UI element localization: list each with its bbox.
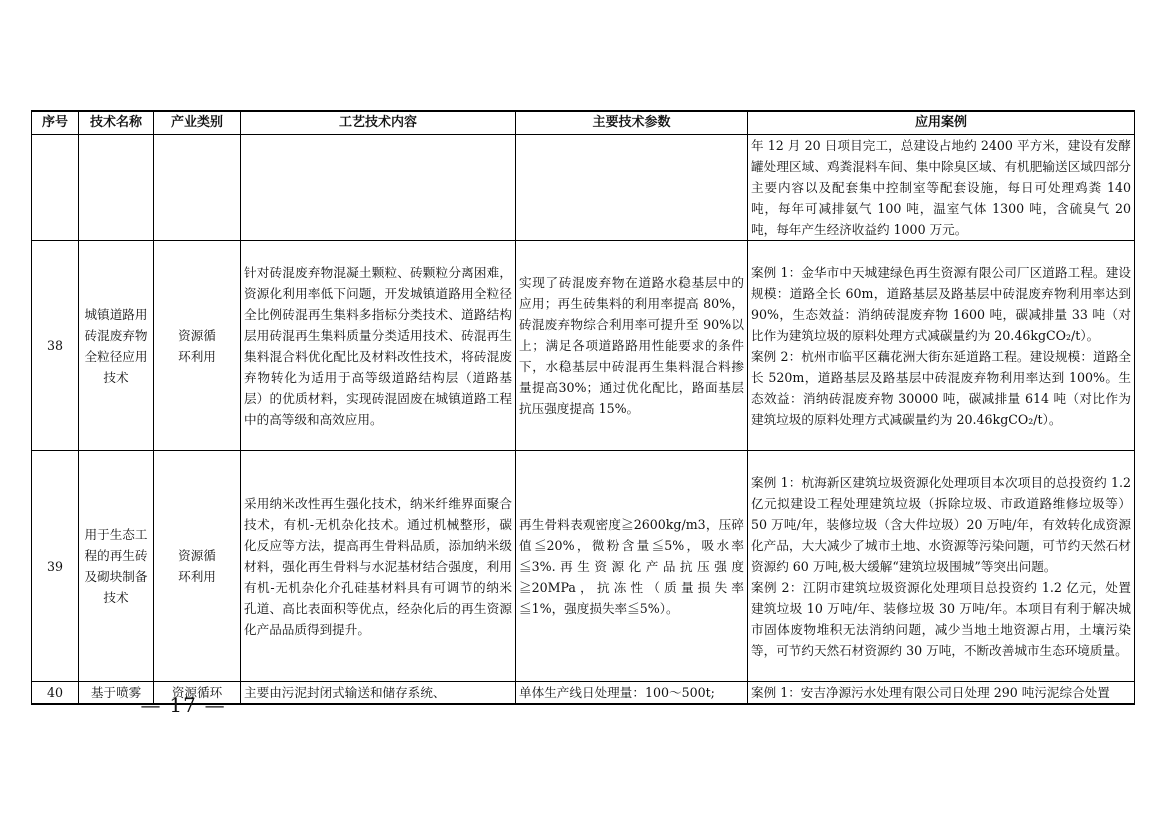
cell-name: [79, 135, 154, 241]
cell-params: 再生骨料表观密度≧2600kg/m3，压碎值≦20%，微粉含量≦5%，吸水率≦3%.再生资源化产品抗压强度≧20MPa，抗冻性（质量损失率≦1%，强度损失率≦5%）。: [516, 451, 748, 682]
cell-cases: 案例 1：安吉净源污水处理有限公司日处理 290 吨污泥综合处置: [748, 682, 1135, 705]
technology-table: [31, 110, 1135, 705]
case-1: 案例 1：杭海新区建筑垃圾资源化处理项目本次项目的总投资约 1.2 亿元拟建设工程处理建筑垃圾（拆除垃圾、市政道路维修垃圾等）50 万吨/年，装修垃圾（含大件垃圾）20 万吨/年，有效转化成资源化产品，大大减少了城市土地、水资源等污染问题，可节约天然石材资源约 60 万吨,极大缓解“建筑垃圾围城”等突出问题。: [751, 474, 1131, 574]
table-row-38: [32, 241, 1135, 451]
table-row-continuation: [32, 135, 1135, 241]
cell-no: [32, 135, 79, 241]
cell-params: [516, 135, 748, 241]
cell-no: 40: [32, 682, 79, 705]
cell-category: 资源循环: [154, 682, 241, 705]
header-category: 产业类别: [154, 111, 241, 135]
cell-category: [154, 135, 241, 241]
cell-name: 基于喷雾: [79, 682, 154, 705]
header-tech-name: 技术名称: [79, 111, 154, 135]
page-number: 17: [169, 693, 197, 717]
table-row-39: [32, 451, 1135, 682]
case-2: 案例 2：杭州市临平区藕花洲大街东延道路工程。建设规模：道路全长 520m，道路基层及路基层中砖混废弃物利用率达到 100%。生态效益：消纳砖混废弃物 30000 吨，碳减排量 614 吨（对比作为建筑垃圾的原料处理方式减碳量约为 20.46kgCO₂/t）。: [751, 348, 1131, 427]
cell-process: 主要由污泥封闭式输送和储存系统、: [241, 682, 516, 705]
header-process: 工艺技术内容: [241, 111, 516, 135]
cell-category: 资源循环利用: [154, 451, 241, 682]
cell-process: 采用纳米改性再生强化技术，纳米纤维界面聚合技术，有机-无机杂化技术。通过机械整形，碳化反应等方法，提高再生骨料品质，添加纳米级材料，强化再生骨料与水泥基材结合强度，利用有机-无机杂化介孔硅基材料具有可调节的纳米孔道、高比表面积等优点，经杂化后的再生资源化产品品质得到提升。: [241, 451, 516, 682]
header-no: 序号: [32, 111, 79, 135]
cell-case: 年 12 月 20 日项目完工，总建设占地约 2400 平方米，建设有发酵罐处理区域、鸡粪混料车间、集中除臭区域、有机肥输送区域四部分主要内容以及配套集中控制室等配套设施，每日可处理鸡粪 140 吨，每年可减排氨气 100 吨，温室气体 1300 吨，含硫臭气 20 吨，每年产生经济收益约 1000 万元。: [748, 135, 1135, 241]
header-params: 主要技术参数: [516, 111, 748, 135]
header-cases: 应用案例: [748, 111, 1135, 135]
cell-cases: [748, 241, 1135, 451]
page-footer: [140, 693, 226, 717]
table-header-row: [32, 111, 1135, 135]
cell-cases: [748, 451, 1135, 682]
cell-name: 用于生态工程的再生砖及砌块制备技术: [79, 451, 154, 682]
cell-name: 城镇道路用砖混废弃物全粒径应用技术: [79, 241, 154, 451]
cell-params: 单体生产线日处理量：100～500t;: [516, 682, 748, 705]
cell-process: [241, 135, 516, 241]
footer-dash-left: —: [140, 693, 162, 717]
cell-no: 39: [32, 451, 79, 682]
cell-params: 实现了砖混废弃物在道路水稳基层中的应用；再生砖集料的利用率提高 80%，砖混废弃物综合利用率可提升至 90%以上；满足各项道路路用性能要求的条件下，水稳基层中砖混再生集料混合料掺量提高30%；通过优化配比，路面基层抗压强度提高 15%。: [516, 241, 748, 451]
cell-category: 资源循环利用: [154, 241, 241, 451]
case-1: 案例 1：金华市中天城建绿色再生资源有限公司厂区道路工程。建设规模：道路全长 60m，道路基层及路基层中砖混废弃物利用率达到 90%，生态效益：消纳砖混废弃物 1600 吨，碳减排量 33 吨（对比作为建筑垃圾的原料处理方式减碳量约为 20.46kgCO₂/t）。: [751, 264, 1131, 343]
case-2: 案例 2：江阴市建筑垃圾资源化处理项目总投资约 1.2 亿元，处置建筑垃圾 10 万吨/年、装修垃圾 30 万吨/年。本项目有利于解决城市固体废物堆积无法消纳问题，减少当地土地资源占用，土壤污染等，可节约天然石材资源约 30 万吨，不断改善城市生态环境质量。: [751, 579, 1131, 658]
cell-no: 38: [32, 241, 79, 451]
footer-dash-right: —: [204, 693, 226, 717]
cell-process: 针对砖混废弃物混凝土颗粒、砖颗粒分离困难，资源化利用率低下问题，开发城镇道路用全粒径全比例砖混再生集料多指标分类技术、道路结构层用砖混再生集料质量分类适用技术、砖混再生集料混合料优化配比及材料改性技术，将砖混废弃物转化为适用于高等级道路结构层（道路基层）的优质材料，实现砖混固废在城镇道路工程中的高等级和高效应用。: [241, 241, 516, 451]
